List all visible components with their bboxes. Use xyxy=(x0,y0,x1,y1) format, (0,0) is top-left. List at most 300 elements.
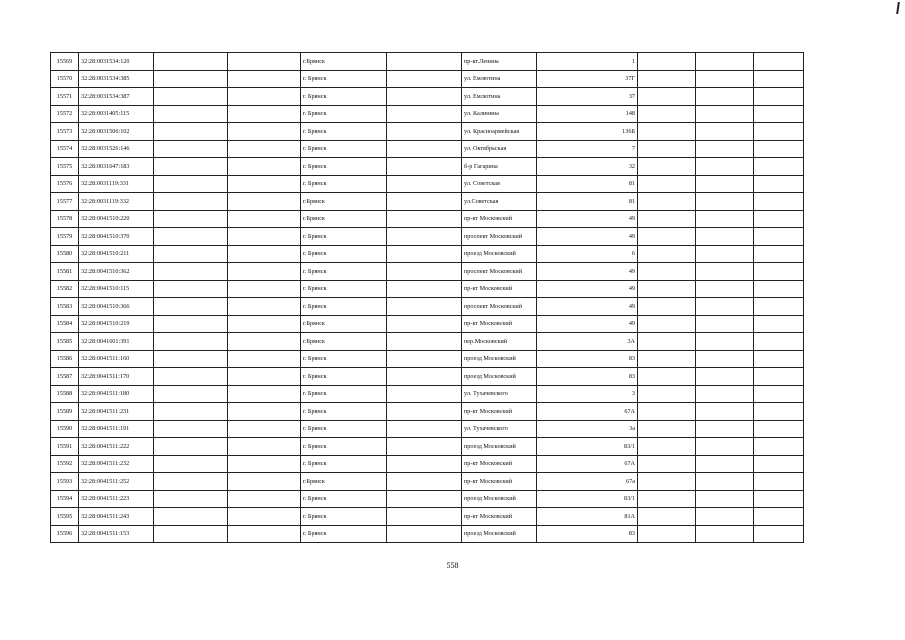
empty-cell xyxy=(228,298,301,316)
empty-cell xyxy=(154,123,228,141)
empty-cell xyxy=(696,438,754,456)
empty-cell xyxy=(754,175,804,193)
table-row xyxy=(51,315,854,333)
house-number-cell: 7 xyxy=(537,140,638,158)
house-number-cell: 6 xyxy=(537,245,638,263)
row-number-cell: 15587 xyxy=(51,368,79,386)
empty-cell xyxy=(154,455,228,473)
city-cell: г. Брянск xyxy=(301,350,387,368)
empty-cell xyxy=(696,175,754,193)
row-number-cell: 15570 xyxy=(51,70,79,88)
empty-cell xyxy=(638,245,696,263)
cadastral-number-cell: 32:28:0041511:180 xyxy=(79,385,154,403)
empty-cell xyxy=(154,350,228,368)
empty-cell xyxy=(228,140,301,158)
empty-cell xyxy=(638,280,696,298)
empty-cell xyxy=(754,263,804,281)
city-cell: г. Брянск xyxy=(301,455,387,473)
row-number-cell: 15595 xyxy=(51,508,79,526)
street-cell: ул. Емлютина xyxy=(462,88,537,106)
house-number-cell: 81 xyxy=(537,193,638,211)
empty-cell xyxy=(754,315,804,333)
row-number-cell: 15593 xyxy=(51,473,79,491)
empty-cell xyxy=(754,123,804,141)
table-row xyxy=(51,368,854,386)
street-cell: проспект Московский xyxy=(462,228,537,246)
table-row xyxy=(51,420,854,438)
empty-cell xyxy=(154,490,228,508)
cadastral-number-cell: 32:28:0031534:387 xyxy=(79,88,154,106)
empty-cell xyxy=(154,263,228,281)
row-number-cell: 15581 xyxy=(51,263,79,281)
empty-cell xyxy=(154,175,228,193)
empty-cell xyxy=(228,245,301,263)
register-table xyxy=(50,52,854,543)
empty-cell xyxy=(696,473,754,491)
empty-cell xyxy=(154,280,228,298)
empty-cell xyxy=(228,263,301,281)
table-row xyxy=(51,123,854,141)
street-cell: ул. Емлютина xyxy=(462,70,537,88)
empty-cell xyxy=(754,210,804,228)
empty-cell xyxy=(638,193,696,211)
table-row xyxy=(51,403,854,421)
empty-cell xyxy=(638,228,696,246)
cadastral-number-cell: 32:28:0041511:232 xyxy=(79,455,154,473)
empty-cell xyxy=(754,525,804,543)
street-cell: проезд Московский xyxy=(462,350,537,368)
empty-cell xyxy=(696,420,754,438)
table-row xyxy=(51,298,854,316)
city-cell: г. Брянск xyxy=(301,123,387,141)
street-cell: ул. Тухачевского xyxy=(462,420,537,438)
house-number-cell: 49 xyxy=(537,210,638,228)
row-number-cell: 15591 xyxy=(51,438,79,456)
empty-cell xyxy=(387,525,462,543)
cadastral-number-cell: 32:28:0041510:366 xyxy=(79,298,154,316)
empty-cell xyxy=(387,88,462,106)
empty-cell xyxy=(154,368,228,386)
empty-cell xyxy=(154,193,228,211)
empty-cell xyxy=(387,403,462,421)
empty-cell xyxy=(387,315,462,333)
empty-cell xyxy=(387,385,462,403)
empty-cell xyxy=(754,403,804,421)
empty-cell xyxy=(228,123,301,141)
table-row xyxy=(51,263,854,281)
empty-cell xyxy=(387,210,462,228)
empty-cell xyxy=(754,298,804,316)
empty-cell xyxy=(387,280,462,298)
city-cell: г.Брянск xyxy=(301,315,387,333)
empty-cell xyxy=(387,105,462,123)
empty-cell xyxy=(154,473,228,491)
empty-cell xyxy=(154,315,228,333)
city-cell: г. Брянск xyxy=(301,508,387,526)
cadastral-number-cell: 32:28:0041510:220 xyxy=(79,210,154,228)
street-cell: пр-кт Московский xyxy=(462,315,537,333)
table-row xyxy=(51,140,854,158)
house-number-cell: 81 xyxy=(537,175,638,193)
empty-cell xyxy=(638,438,696,456)
house-number-cell: 83 xyxy=(537,368,638,386)
row-number-cell: 15576 xyxy=(51,175,79,193)
row-number-cell: 15574 xyxy=(51,140,79,158)
table-row xyxy=(51,473,854,491)
page-number: 558 xyxy=(446,561,459,570)
empty-cell xyxy=(754,420,804,438)
empty-cell xyxy=(696,245,754,263)
city-cell: г.Брянск xyxy=(301,53,387,71)
empty-cell xyxy=(228,70,301,88)
cadastral-number-cell: 32:28:0031119:331 xyxy=(79,175,154,193)
street-cell: ул. Советская xyxy=(462,175,537,193)
street-cell: ул. Красноармейская xyxy=(462,123,537,141)
cadastral-number-cell: 32:28:0041511:153 xyxy=(79,525,154,543)
table-row xyxy=(51,525,854,543)
empty-cell xyxy=(754,158,804,176)
empty-cell xyxy=(154,105,228,123)
cadastral-number-cell: 32:28:0041511:170 xyxy=(79,368,154,386)
empty-cell xyxy=(638,263,696,281)
street-cell: проезд Московский xyxy=(462,368,537,386)
house-number-cell: 49 xyxy=(537,228,638,246)
house-number-cell: 3А xyxy=(537,333,638,351)
cadastral-number-cell: 32:28:0041511:160 xyxy=(79,350,154,368)
street-cell: б-р Гагарина xyxy=(462,158,537,176)
empty-cell xyxy=(154,385,228,403)
empty-cell xyxy=(387,263,462,281)
house-number-cell: 49 xyxy=(537,280,638,298)
house-number-cell: 49 xyxy=(537,263,638,281)
empty-cell xyxy=(696,158,754,176)
city-cell: г. Брянск xyxy=(301,245,387,263)
empty-cell xyxy=(638,455,696,473)
empty-cell xyxy=(638,490,696,508)
row-number-cell: 15579 xyxy=(51,228,79,246)
cadastral-number-cell: 32:28:0041511:243 xyxy=(79,508,154,526)
house-number-cell: 83/1 xyxy=(537,490,638,508)
empty-cell xyxy=(228,228,301,246)
street-cell: пр-кт Московский xyxy=(462,508,537,526)
empty-cell xyxy=(638,350,696,368)
cadastral-number-cell: 32:28:0041511:252 xyxy=(79,473,154,491)
empty-cell xyxy=(696,140,754,158)
empty-cell xyxy=(228,508,301,526)
row-number-cell: 15571 xyxy=(51,88,79,106)
row-number-cell: 15573 xyxy=(51,123,79,141)
street-cell: пр-кт Московский xyxy=(462,473,537,491)
row-number-cell: 15582 xyxy=(51,280,79,298)
empty-cell xyxy=(696,333,754,351)
empty-cell xyxy=(228,315,301,333)
empty-cell xyxy=(228,490,301,508)
empty-cell xyxy=(387,70,462,88)
house-number-cell: 1 xyxy=(537,53,638,71)
empty-cell xyxy=(387,368,462,386)
house-number-cell: 37 xyxy=(537,88,638,106)
empty-cell xyxy=(638,210,696,228)
empty-cell xyxy=(696,210,754,228)
empty-cell xyxy=(154,140,228,158)
empty-cell xyxy=(638,158,696,176)
empty-cell xyxy=(754,350,804,368)
street-cell: пр-кт Московский xyxy=(462,403,537,421)
house-number-cell: 67а xyxy=(537,473,638,491)
house-number-cell: 136Б xyxy=(537,123,638,141)
cadastral-number-cell: 32:28:0041511:223 xyxy=(79,490,154,508)
empty-cell xyxy=(154,228,228,246)
cadastral-number-cell: 32:28:0041511:231 xyxy=(79,403,154,421)
street-cell: пр-кт Московский xyxy=(462,280,537,298)
cadastral-number-cell: 32:28:0041510:211 xyxy=(79,245,154,263)
table-row xyxy=(51,53,854,71)
empty-cell xyxy=(228,403,301,421)
table-row xyxy=(51,210,854,228)
empty-cell xyxy=(638,70,696,88)
empty-cell xyxy=(696,123,754,141)
row-number-cell: 15578 xyxy=(51,210,79,228)
empty-cell xyxy=(696,508,754,526)
cadastral-number-cell: 32:28:0031647:183 xyxy=(79,158,154,176)
street-cell: пр-кт Московский xyxy=(462,455,537,473)
empty-cell xyxy=(387,508,462,526)
empty-cell xyxy=(154,210,228,228)
table-row xyxy=(51,385,854,403)
cadastral-number-cell: 32:28:0031534:120 xyxy=(79,53,154,71)
street-cell: ул. Тухачевского xyxy=(462,385,537,403)
street-cell: проезд Московский xyxy=(462,525,537,543)
table-row xyxy=(51,280,854,298)
empty-cell xyxy=(696,228,754,246)
cadastral-number-cell: 32:28:0041601:391 xyxy=(79,333,154,351)
city-cell: г.Брянск xyxy=(301,193,387,211)
empty-cell xyxy=(754,88,804,106)
empty-cell xyxy=(696,88,754,106)
empty-cell xyxy=(696,490,754,508)
cadastral-number-cell: 32:28:0031526:146 xyxy=(79,140,154,158)
city-cell: г. Брянск xyxy=(301,438,387,456)
table-row xyxy=(51,333,854,351)
row-number-cell: 15577 xyxy=(51,193,79,211)
city-cell: г. Брянск xyxy=(301,263,387,281)
empty-cell xyxy=(638,123,696,141)
house-number-cell: 83 xyxy=(537,525,638,543)
empty-cell xyxy=(696,525,754,543)
empty-cell xyxy=(228,350,301,368)
street-cell: проезд Московский xyxy=(462,438,537,456)
empty-cell xyxy=(696,385,754,403)
empty-cell xyxy=(638,298,696,316)
empty-cell xyxy=(154,420,228,438)
empty-cell xyxy=(696,455,754,473)
empty-cell xyxy=(154,245,228,263)
city-cell: г. Брянск xyxy=(301,525,387,543)
row-number-cell: 15589 xyxy=(51,403,79,421)
street-cell: проезд Московский xyxy=(462,245,537,263)
street-cell: проезд Московский xyxy=(462,490,537,508)
house-number-cell: 32 xyxy=(537,158,638,176)
empty-cell xyxy=(638,385,696,403)
cadastral-number-cell: 32:28:0041510:370 xyxy=(79,228,154,246)
empty-cell xyxy=(754,333,804,351)
empty-cell xyxy=(638,333,696,351)
cadastral-number-cell: 32:28:0041511:222 xyxy=(79,438,154,456)
row-number-cell: 15590 xyxy=(51,420,79,438)
house-number-cell: 148 xyxy=(537,105,638,123)
row-number-cell: 15584 xyxy=(51,315,79,333)
empty-cell xyxy=(754,438,804,456)
empty-cell xyxy=(154,403,228,421)
empty-cell xyxy=(228,280,301,298)
empty-cell xyxy=(754,280,804,298)
cadastral-number-cell: 32:28:0041510:219 xyxy=(79,315,154,333)
table-row xyxy=(51,228,854,246)
street-cell: пр-кт Московский xyxy=(462,210,537,228)
empty-cell xyxy=(638,420,696,438)
empty-cell xyxy=(228,525,301,543)
city-cell: г. Брянск xyxy=(301,280,387,298)
table-row xyxy=(51,175,854,193)
table-row xyxy=(51,490,854,508)
empty-cell xyxy=(387,298,462,316)
table-row xyxy=(51,350,854,368)
row-number-cell: 15588 xyxy=(51,385,79,403)
empty-cell xyxy=(387,490,462,508)
empty-cell xyxy=(387,123,462,141)
row-number-cell: 15596 xyxy=(51,525,79,543)
empty-cell xyxy=(228,105,301,123)
cadastral-number-cell: 32:28:0031405:115 xyxy=(79,105,154,123)
empty-cell xyxy=(387,193,462,211)
house-number-cell: 3а xyxy=(537,420,638,438)
empty-cell xyxy=(387,245,462,263)
row-number-cell: 15585 xyxy=(51,333,79,351)
scan-edge-mark xyxy=(896,2,900,14)
empty-cell xyxy=(154,508,228,526)
cadastral-number-cell: 32:28:0041511:191 xyxy=(79,420,154,438)
city-cell: г. Брянск xyxy=(301,368,387,386)
empty-cell xyxy=(638,368,696,386)
row-number-cell: 15572 xyxy=(51,105,79,123)
street-cell: ул. Октябрьская xyxy=(462,140,537,158)
empty-cell xyxy=(638,140,696,158)
empty-cell xyxy=(638,473,696,491)
empty-cell xyxy=(387,158,462,176)
row-number-cell: 15583 xyxy=(51,298,79,316)
city-cell: г.Брянск xyxy=(301,210,387,228)
street-cell: проспект Московский xyxy=(462,263,537,281)
table-row xyxy=(51,193,854,211)
row-number-cell: 15569 xyxy=(51,53,79,71)
city-cell: г.Брянск xyxy=(301,473,387,491)
empty-cell xyxy=(387,350,462,368)
table-row xyxy=(51,105,854,123)
city-cell: г. Брянск xyxy=(301,70,387,88)
empty-cell xyxy=(228,333,301,351)
empty-cell xyxy=(154,298,228,316)
table-row xyxy=(51,438,854,456)
cadastral-number-cell: 32:28:0031119:332 xyxy=(79,193,154,211)
city-cell: г. Брянск xyxy=(301,175,387,193)
register-table-body xyxy=(51,53,854,543)
table-row xyxy=(51,70,854,88)
city-cell: г. Брянск xyxy=(301,105,387,123)
table-row xyxy=(51,455,854,473)
house-number-cell: 67А xyxy=(537,403,638,421)
empty-cell xyxy=(154,525,228,543)
street-cell: пер.Московский xyxy=(462,333,537,351)
empty-cell xyxy=(638,175,696,193)
empty-cell xyxy=(387,333,462,351)
empty-cell xyxy=(387,438,462,456)
house-number-cell: 83 xyxy=(537,350,638,368)
empty-cell xyxy=(228,385,301,403)
house-number-cell: 3 xyxy=(537,385,638,403)
empty-cell xyxy=(696,298,754,316)
empty-cell xyxy=(387,140,462,158)
empty-cell xyxy=(754,508,804,526)
empty-cell xyxy=(638,105,696,123)
city-cell: г. Брянск xyxy=(301,298,387,316)
city-cell: г. Брянск xyxy=(301,403,387,421)
house-number-cell: 49 xyxy=(537,315,638,333)
row-number-cell: 15586 xyxy=(51,350,79,368)
empty-cell xyxy=(638,88,696,106)
empty-cell xyxy=(228,473,301,491)
empty-cell xyxy=(754,105,804,123)
empty-cell xyxy=(754,368,804,386)
empty-cell xyxy=(154,158,228,176)
cadastral-number-cell: 32:28:0031534:385 xyxy=(79,70,154,88)
city-cell: г. Брянск xyxy=(301,420,387,438)
street-cell: пр-кт.Ленина xyxy=(462,53,537,71)
empty-cell xyxy=(387,455,462,473)
empty-cell xyxy=(387,473,462,491)
empty-cell xyxy=(228,438,301,456)
empty-cell xyxy=(387,228,462,246)
table-row xyxy=(51,245,854,263)
empty-cell xyxy=(638,403,696,421)
empty-cell xyxy=(754,193,804,211)
empty-cell xyxy=(228,455,301,473)
cadastral-number-cell: 32:28:0031506:102 xyxy=(79,123,154,141)
empty-cell xyxy=(228,175,301,193)
empty-cell xyxy=(154,70,228,88)
empty-cell xyxy=(228,53,301,71)
street-cell: ул. Калинина xyxy=(462,105,537,123)
empty-cell xyxy=(638,53,696,71)
city-cell: г. Брянск xyxy=(301,385,387,403)
empty-cell xyxy=(754,53,804,71)
empty-cell xyxy=(754,245,804,263)
empty-cell xyxy=(387,420,462,438)
empty-cell xyxy=(387,53,462,71)
empty-cell xyxy=(228,210,301,228)
empty-cell xyxy=(754,70,804,88)
empty-cell xyxy=(696,350,754,368)
empty-cell xyxy=(154,88,228,106)
empty-cell xyxy=(228,158,301,176)
house-number-cell: 37Г xyxy=(537,70,638,88)
empty-cell xyxy=(154,438,228,456)
empty-cell xyxy=(228,420,301,438)
row-number-cell: 15592 xyxy=(51,455,79,473)
empty-cell xyxy=(754,455,804,473)
empty-cell xyxy=(696,403,754,421)
empty-cell xyxy=(754,490,804,508)
empty-cell xyxy=(638,508,696,526)
